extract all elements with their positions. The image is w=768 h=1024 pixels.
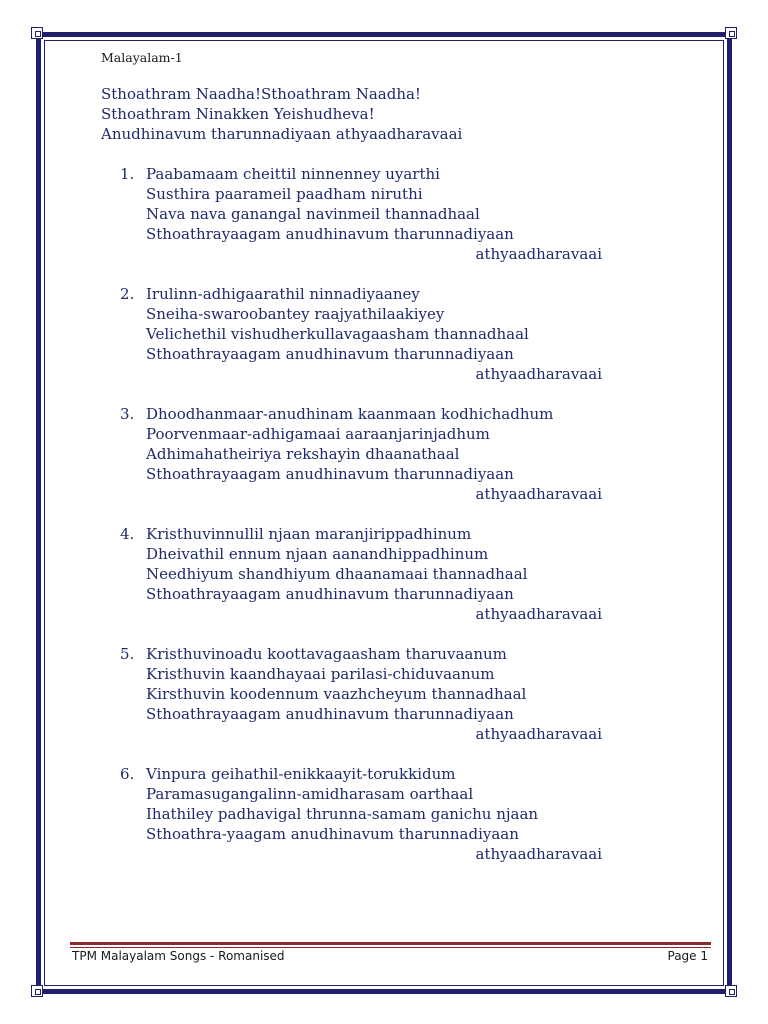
stanza-4	[120, 524, 610, 624]
stanza-number: 2.	[120, 285, 135, 303]
stanza-line: Paabamaam cheittil ninnenney uyarthi	[146, 165, 440, 183]
stanza-line: Adhimahatheiriya rekshayin dhaanathaal	[146, 445, 460, 463]
stanza-line: Sthoathrayaagam anudhinavum tharunnadiyaan	[146, 225, 514, 243]
stanza-tail: athyaadharavaai	[475, 725, 602, 743]
stanza-tail: athyaadharavaai	[475, 245, 602, 263]
chorus-line: Sthoathram Naadha!Sthoathram Naadha!	[101, 85, 421, 103]
stanza-line: Nava nava ganangal navinmeil thannadhaal	[146, 205, 480, 223]
stanza-6	[120, 764, 610, 864]
stanza-line: Sthoathrayaagam anudhinavum tharunnadiyaan	[146, 465, 514, 483]
stanza-line: Velichethil vishudherkullavagaasham thannadhaal	[146, 325, 529, 343]
stanza-line: Sthoathrayaagam anudhinavum tharunnadiyaan	[146, 345, 514, 363]
stanza-line: Dhoodhanmaar-anudhinam kaanmaan kodhichadhum	[146, 405, 554, 423]
stanza-number: 5.	[120, 645, 135, 663]
stanza-line: Kirsthuvin koodennum vaazhcheyum thannadhaal	[146, 685, 527, 703]
stanza-line: Vinpura geihathil-enikkaayit-torukkidum	[146, 765, 456, 783]
corner-ornament-bottom-left	[31, 985, 43, 997]
header-label: Malayalam-1	[101, 50, 183, 65]
footer-title: TPM Malayalam Songs - Romanised	[72, 949, 285, 963]
stanza-line: Kristhuvin kaandhayaai parilasi-chiduvaanum	[146, 665, 495, 683]
stanza-2	[120, 284, 610, 384]
stanza-line: Poorvenmaar-adhigamaai aaraanjarinjadhum	[146, 425, 490, 443]
chorus-line: Anudhinavum tharunnadiyaan athyaadharavaai	[101, 125, 463, 143]
footer-rule-thin	[70, 947, 711, 948]
footer-rule	[70, 942, 711, 945]
stanza-line: Kristhuvinoadu koottavagaasham tharuvaanum	[146, 645, 507, 663]
page-number: Page 1	[667, 949, 708, 963]
stanza-line: Susthira paarameil paadham niruthi	[146, 185, 423, 203]
stanza-tail: athyaadharavaai	[475, 485, 602, 503]
stanza-line: Sthoathrayaagam anudhinavum tharunnadiyaan	[146, 585, 514, 603]
stanza-3	[120, 404, 610, 504]
stanza-line: Sthoathra-yaagam anudhinavum tharunnadiyaan	[146, 825, 519, 843]
corner-ornament-bottom-right	[725, 985, 737, 997]
stanza-1	[120, 164, 610, 264]
stanza-number: 1.	[120, 165, 135, 183]
stanza-line: Sneiha-swaroobantey raajyathilaakiyey	[146, 305, 445, 323]
stanza-number: 3.	[120, 405, 135, 423]
stanza-line: Dheivathil ennum njaan aanandhippadhinum	[146, 545, 489, 563]
stanza-line: Paramasugangalinn-amidharasam oarthaal	[146, 785, 474, 803]
stanza-tail: athyaadharavaai	[475, 365, 602, 383]
chorus-line: Sthoathram Ninakken Yeishudheva!	[101, 105, 375, 123]
stanza-line: Ihathiley padhavigal thrunna-samam ganichu njaan	[146, 805, 539, 823]
stanza-number: 6.	[120, 765, 135, 783]
stanza-line: Kristhuvinnullil njaan maranjirippadhinum	[146, 525, 472, 543]
corner-ornament-top-left	[31, 27, 43, 39]
corner-ornament-top-right	[725, 27, 737, 39]
chorus	[101, 84, 462, 144]
stanza-line: Irulinn-adhigaarathil ninnadiyaaney	[146, 285, 420, 303]
stanza-5	[120, 644, 610, 744]
stanza-number: 4.	[120, 525, 135, 543]
stanza-tail: athyaadharavaai	[475, 845, 602, 863]
stanza-tail: athyaadharavaai	[475, 605, 602, 623]
stanza-line: Sthoathrayaagam anudhinavum tharunnadiyaan	[146, 705, 514, 723]
stanza-line: Needhiyum shandhiyum dhaanamaai thannadhaal	[146, 565, 528, 583]
